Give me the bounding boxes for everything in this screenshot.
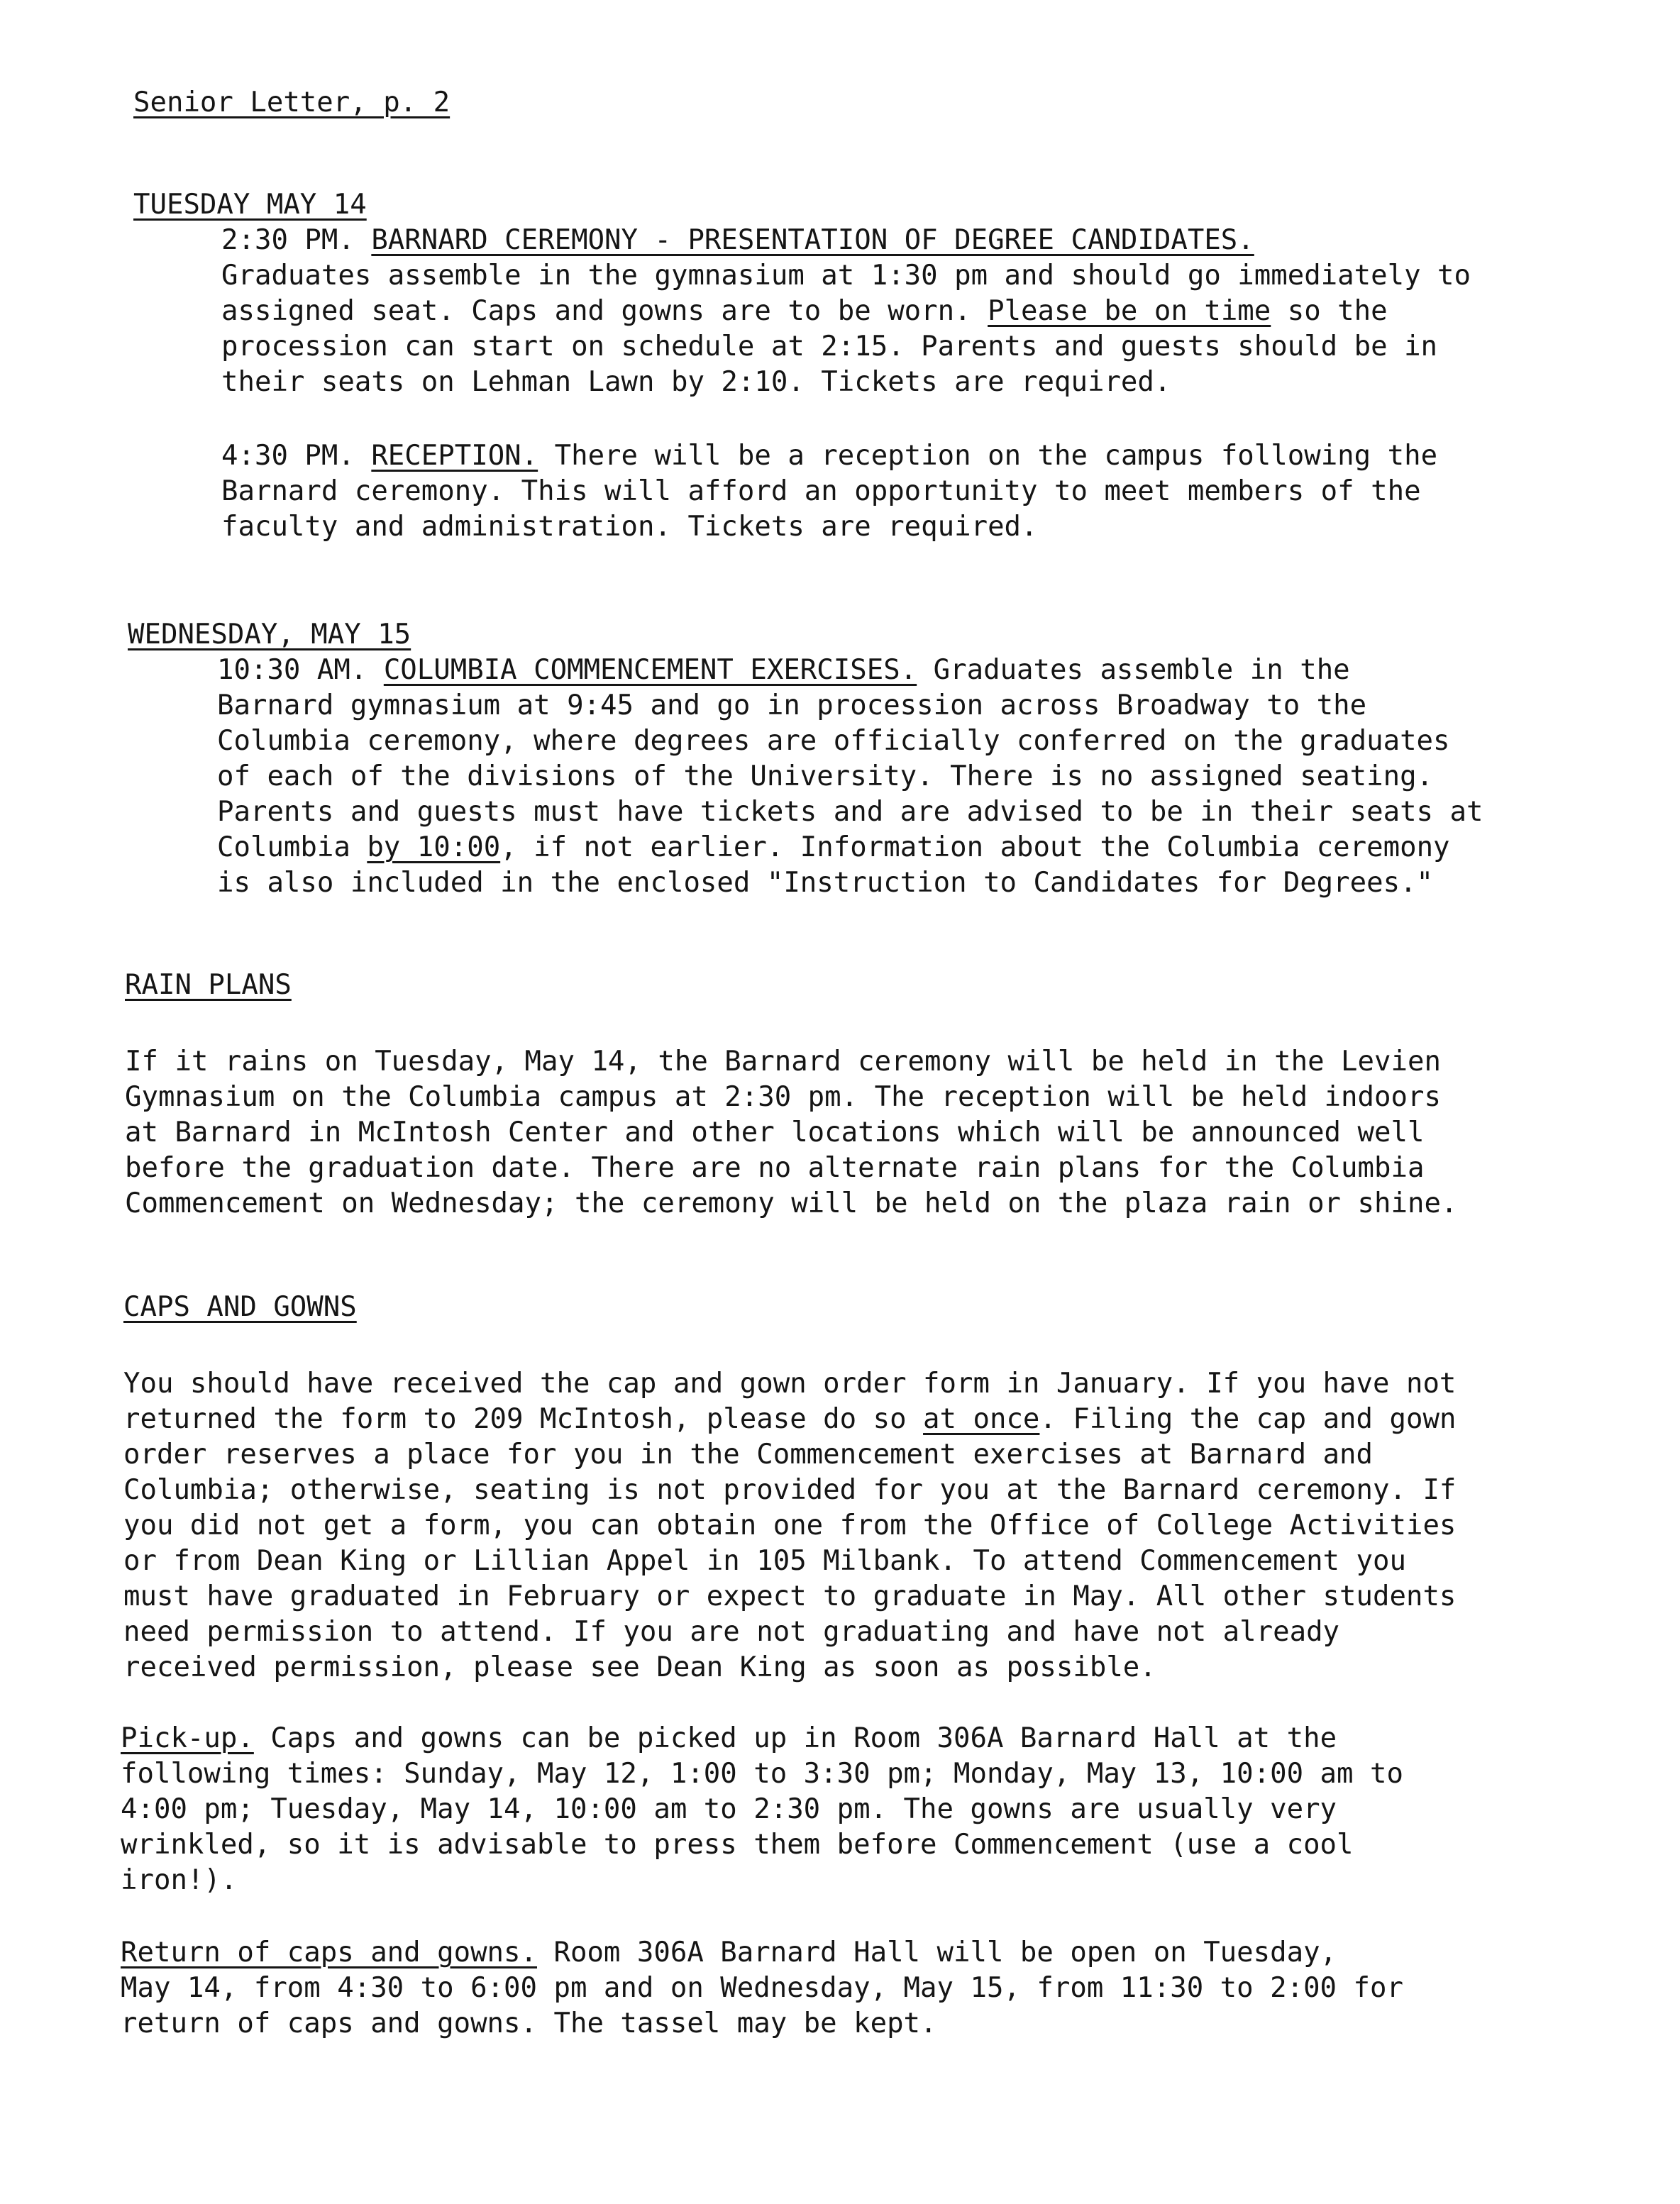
ceremony-time: 2:30 PM. <box>221 224 355 256</box>
tuesday-heading-text: TUESDAY MAY 14 <box>133 189 367 221</box>
page-header-text: Senior Letter, p. 2 <box>133 87 451 118</box>
text-run: . Filing the cap and gown <box>1039 1403 1457 1435</box>
wednesday-heading <box>128 617 411 653</box>
paragraph-line: Graduates assemble in the gymnasium at 1:30 pm and should go immediately to <box>221 260 1471 292</box>
ceremony-title: BARNARD CEREMONY - PRESENTATION OF DEGREE CANDIDATES. <box>371 224 1254 256</box>
rain-plans-paragraph <box>125 1044 1457 1222</box>
paragraph-line: Commencement on Wednesday; the ceremony will be held on the plaza rain or shine. <box>125 1187 1458 1219</box>
text-run: assigned seat. Caps and gowns are to be worn. <box>221 295 988 327</box>
paragraph-line <box>221 294 1471 329</box>
commencement-title-line <box>217 653 1483 688</box>
paragraph-line: order reserves a place for you in the Commencement exercises at Barnard and <box>123 1439 1373 1471</box>
paragraph-line: or from Dean King or Lillian Appel in 105 Milbank. To attend Commencement you <box>123 1545 1406 1577</box>
paragraph-line: of each of the divisions of the University. There is no assigned seating. <box>217 760 1434 792</box>
paragraph-line: received permission, please see Dean King as soon as possible. <box>123 1651 1156 1683</box>
page-header <box>133 85 450 121</box>
caps-gowns-heading <box>123 1290 357 1325</box>
emphasis-at-once: at once <box>923 1403 1040 1435</box>
paragraph-line: Columbia ceremony, where degrees are officially conferred on the graduates <box>217 725 1450 757</box>
paragraph-line: before the graduation date. There are no alternate rain plans for the Columbia <box>125 1152 1425 1184</box>
pickup-paragraph <box>121 1721 1403 1898</box>
paragraph-line: faculty and administration. Tickets are required. <box>221 511 1038 543</box>
paragraph-line: procession can start on schedule at 2:15. Parents and guests should be in <box>221 331 1438 362</box>
ceremony-title-line <box>221 223 1471 258</box>
paragraph-line: following times: Sunday, May 12, 1:00 to 3:30 pm; Monday, May 13, 10:00 am to <box>121 1758 1403 1790</box>
paragraph-line: 4:00 pm; Tuesday, May 14, 10:00 am to 2:30 pm. The gowns are usually very <box>121 1793 1337 1825</box>
reception-title-line <box>221 438 1437 474</box>
paragraph-line: wrinkled, so it is advisable to press them before Commencement (use a cool <box>121 1829 1354 1861</box>
paragraph-line: Gymnasium on the Columbia campus at 2:30 pm. The reception will be held indoors <box>125 1081 1441 1113</box>
paragraph-line: iron!). <box>121 1864 238 1896</box>
paragraph-line: return of caps and gowns. The tassel may be kept. <box>121 2008 937 2039</box>
text-run: Columbia <box>217 831 368 863</box>
emphasis-on-time: Please be on time <box>988 295 1271 327</box>
text-run: so the <box>1271 295 1388 327</box>
return-paragraph <box>121 1935 1403 2042</box>
reception-paragraph <box>221 438 1437 545</box>
paragraph-line: at Barnard in McIntosh Center and other locations which will be announced well <box>125 1117 1425 1148</box>
pickup-title-line <box>121 1721 1403 1756</box>
paragraph-line: is also included in the enclosed "Instruction to Candidates for Degrees." <box>217 867 1434 899</box>
caps-gowns-heading-text: CAPS AND GOWNS <box>123 1291 357 1323</box>
paragraph-line: Parents and guests must have tickets and are advised to be in their seats at <box>217 796 1483 828</box>
paragraph-line: their seats on Lehman Lawn by 2:10. Tickets are required. <box>221 366 1171 398</box>
emphasis-by-time: by 10:00 <box>367 831 501 863</box>
pickup-title: Pick-up. <box>121 1722 254 1754</box>
text-run: There will be a reception on the campus following the <box>538 440 1438 472</box>
paragraph-line: need permission to attend. If you are not graduating and have not already <box>123 1616 1340 1648</box>
paragraph-line <box>123 1402 1456 1437</box>
text-run: returned the form to 209 McIntosh, please do so <box>123 1403 924 1435</box>
paragraph-line: Columbia; otherwise, seating is not provided for you at the Barnard ceremony. If <box>123 1474 1457 1506</box>
tuesday-heading <box>133 187 367 223</box>
text-run: Caps and gowns can be picked up in Room 306A Barnard Hall at the <box>253 1722 1337 1754</box>
paragraph-line: Barnard gymnasium at 9:45 and go in procession across Broadway to the <box>217 690 1367 721</box>
reception-time: 4:30 PM. <box>221 440 355 472</box>
rain-plans-heading-text: RAIN PLANS <box>125 969 292 1001</box>
paragraph-line: you did not get a form, you can obtain one from the Office of College Activities <box>123 1510 1457 1541</box>
columbia-commencement-paragraph <box>217 653 1483 901</box>
text-run: , if not earlier. Information about the Columbia ceremony <box>500 831 1450 863</box>
commencement-time: 10:30 AM. <box>217 654 368 686</box>
paragraph-line: May 14, from 4:30 to 6:00 pm and on Wednesday, May 15, from 11:30 to 2:00 for <box>121 1972 1403 2004</box>
paragraph-line: must have graduated in February or expect to graduate in May. All other students <box>123 1580 1457 1612</box>
return-title-line <box>121 1935 1403 1971</box>
text-run: Graduates assemble in the <box>917 654 1350 686</box>
caps-gowns-paragraph <box>123 1366 1456 1685</box>
paragraph-line: If it rains on Tuesday, May 14, the Barnard ceremony will be held in the Levien <box>125 1046 1441 1078</box>
wednesday-heading-text: WEDNESDAY, MAY 15 <box>128 619 411 650</box>
return-title: Return of caps and gowns. <box>121 1937 537 1968</box>
paragraph-line: You should have received the cap and gown order form in January. If you have not <box>123 1368 1457 1400</box>
paragraph-line <box>217 830 1483 865</box>
rain-plans-heading <box>125 968 292 1003</box>
text-run: Room 306A Barnard Hall will be open on Tuesday, <box>537 1937 1337 1968</box>
commencement-title: COLUMBIA COMMENCEMENT EXERCISES. <box>383 654 917 686</box>
reception-title: RECEPTION. <box>371 440 538 472</box>
paragraph-line: Barnard ceremony. This will afford an opportunity to meet members of the <box>221 475 1421 507</box>
barnard-ceremony-paragraph <box>221 223 1471 400</box>
